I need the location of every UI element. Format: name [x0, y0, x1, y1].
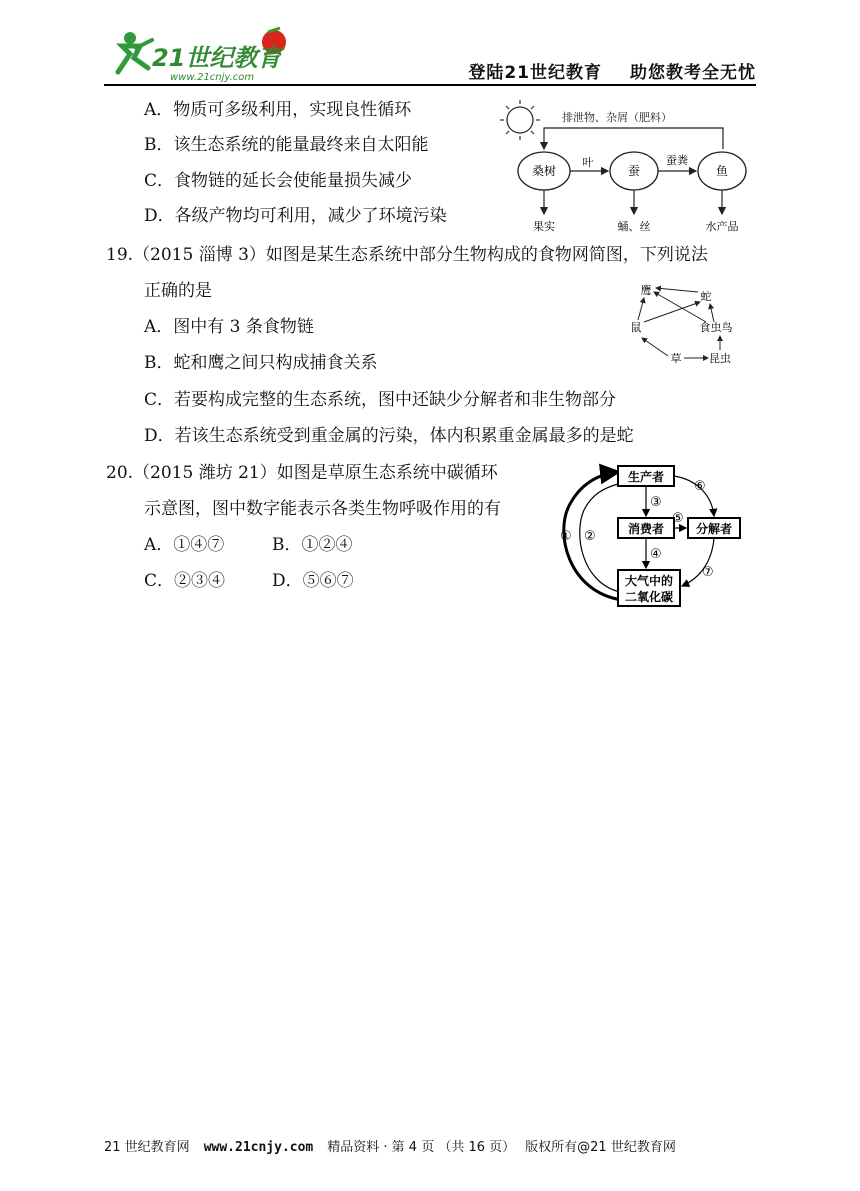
q18-option-a: A．物质可多级利用，实现良性循环 — [144, 100, 412, 120]
q19-stem-continued: 正确的是 — [144, 281, 212, 301]
header-slogan-left: 登陆21世纪教育 — [468, 63, 602, 83]
node-silkworm: 蚕 — [627, 164, 641, 178]
site-logo — [112, 24, 312, 84]
q19-option-c: C．若要构成完整的生态系统，图中还缺少分解者和非生物部分 — [144, 390, 617, 410]
logo-url-text: www.21cnjy.com — [170, 72, 255, 83]
footer-site-link[interactable]: www.21cnjy.com — [203, 1140, 314, 1155]
label-4: ④ — [650, 547, 662, 562]
q19-food-web-diagram — [620, 276, 738, 368]
q18-option-d: D．各级产物均可利用，减少了环境污染 — [144, 206, 447, 226]
q18-option-c: C．食物链的延长会使能量损失减少 — [144, 171, 413, 191]
node-mulberry: 桑树 — [531, 164, 557, 178]
node-snake: 蛇 — [700, 290, 712, 303]
label-7: ⑦ — [702, 565, 714, 580]
q19-option-b: B．蛇和鹰之间只构成捕食关系 — [144, 353, 378, 373]
label-6: ⑥ — [694, 479, 706, 494]
q19-option-a: A．图中有 3 条食物链 — [144, 317, 314, 337]
footer-page-info: 精品资料 · 第 4 页 （共 16 页） — [327, 1140, 516, 1155]
node-insect: 昆虫 — [709, 352, 731, 365]
atmosphere-label-line1: 大气中的 — [624, 574, 674, 588]
output-pupa-silk: 蛹、丝 — [617, 220, 651, 233]
producer-label: 生产者 — [627, 470, 665, 484]
q19-option-d: D．若该生态系统受到重金属的污染，体内积累重金属最多的是蛇 — [144, 426, 634, 446]
sun-icon — [500, 100, 540, 140]
logo-main-text: 21世纪教育 — [152, 44, 282, 72]
edge-silkworm-dung: 蚕粪 — [666, 154, 688, 167]
label-5: ⑤ — [672, 511, 684, 526]
q20-option-b: B．①②④ — [272, 535, 353, 555]
page-footer — [104, 1136, 676, 1155]
q20-stem-continued: 示意图，图中数字能表示各类生物呼吸作用的有 — [144, 499, 501, 519]
label-2: ② — [584, 529, 596, 544]
q20-option-a: A．①④⑦ — [144, 535, 225, 555]
node-eagle: 鹰 — [640, 284, 652, 297]
header-slogan — [468, 58, 756, 83]
footer-copyright: 版权所有@21 世纪教育网 — [525, 1140, 676, 1155]
node-mouse: 鼠 — [630, 321, 642, 334]
q18-option-b: B．该生态系统的能量最终来自太阳能 — [144, 135, 429, 155]
header-divider — [104, 84, 756, 86]
q20-option-d: D．⑤⑥⑦ — [272, 571, 354, 591]
decomposer-label: 分解者 — [695, 522, 733, 536]
q20-carbon-cycle-diagram — [548, 462, 744, 612]
q18-feedback-label: 排泄物、杂屑（肥料） — [562, 111, 672, 124]
label-1: ① — [560, 529, 572, 544]
node-grass: 草 — [670, 352, 682, 365]
consumer-label: 消费者 — [627, 522, 665, 536]
edge-leaf: 叶 — [582, 156, 594, 169]
atmosphere-label-line2: 二氧化碳 — [624, 590, 674, 604]
q18-mulberry-fish-diagram — [490, 94, 760, 238]
label-3: ③ — [650, 495, 662, 510]
header-slogan-right: 助您教考全无忧 — [630, 63, 756, 83]
output-fruit: 果实 — [533, 220, 555, 233]
footer-org: 21 世纪教育网 — [104, 1140, 190, 1155]
node-fish: 鱼 — [715, 164, 729, 178]
node-insectivorous-bird: 食虫鸟 — [699, 321, 733, 334]
output-aquatic: 水产品 — [705, 220, 739, 233]
q20-option-c: C．②③④ — [144, 571, 226, 591]
q20-stem: 20.（2015 潍坊 21）如图是草原生态系统中碳循环 — [106, 463, 498, 483]
q19-stem: 19.（2015 淄博 3）如图是某生态系统中部分生物构成的食物网简图，下列说法 — [106, 245, 708, 265]
